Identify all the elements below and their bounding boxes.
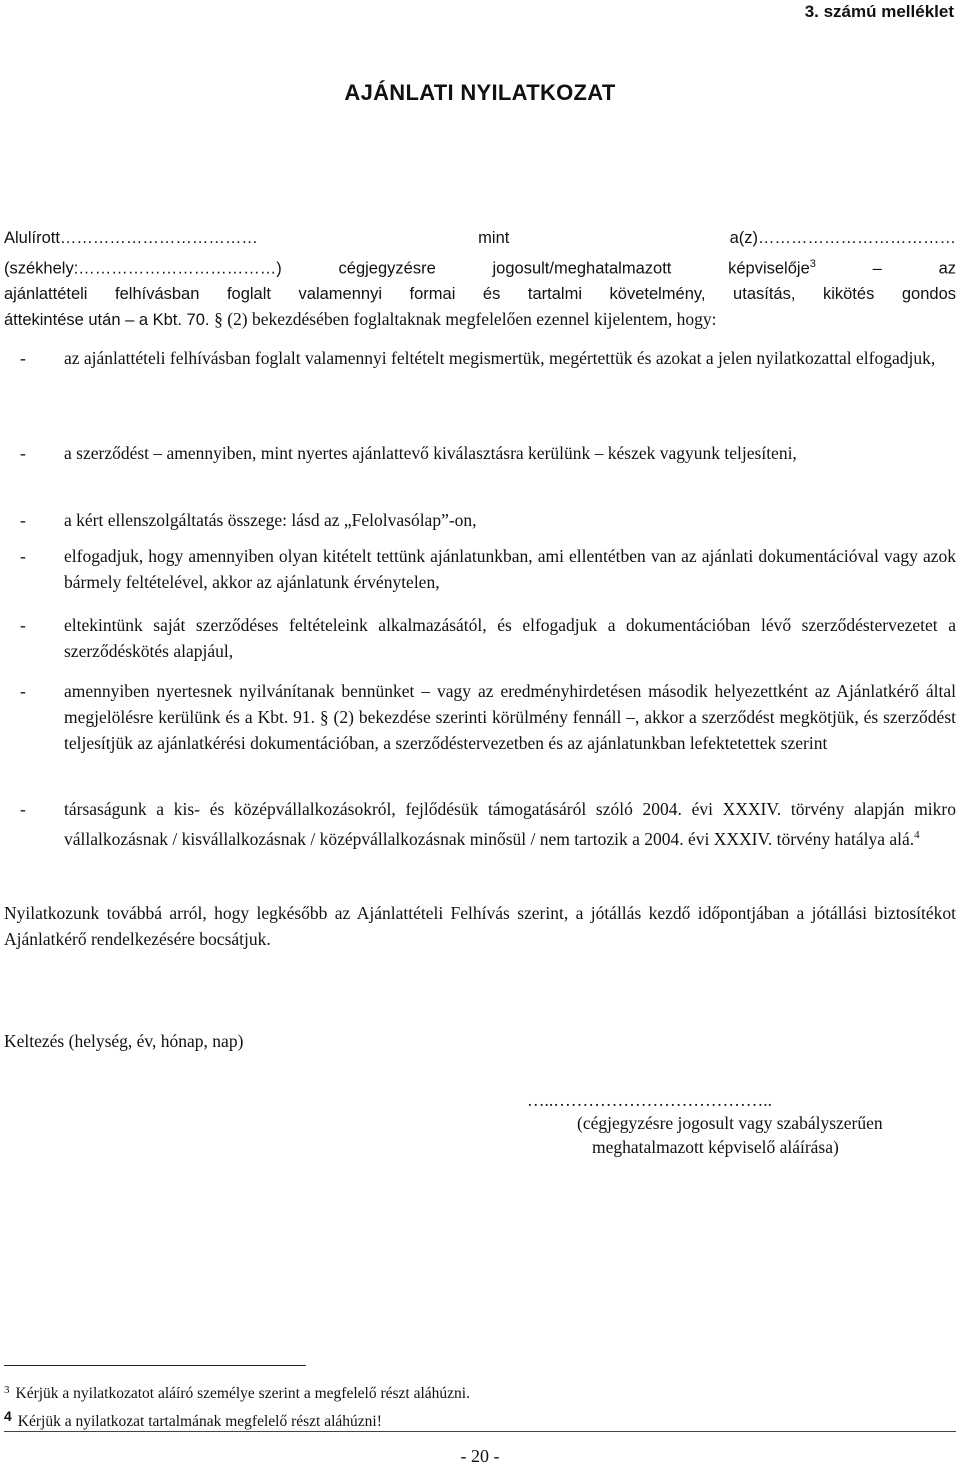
- intro-seat-blank: (székhely:………………………………: [4, 259, 277, 277]
- declaration-item-6: [4, 678, 956, 756]
- footnote-3: [4, 1380, 470, 1404]
- declaration-item-1: [4, 345, 956, 371]
- intro-line-4: [4, 307, 956, 334]
- intro-company-blank: mint a(z)………………………………: [257, 229, 956, 247]
- intro-paragraph: [4, 226, 956, 334]
- declaration-item-3: [4, 507, 956, 533]
- footnote-4: [4, 1406, 382, 1432]
- footnote-ref-3: 3: [809, 257, 816, 270]
- item-text: elfogadjuk, hogy amennyiben olyan kitételt tettünk ajánlatunkban, ami ellentétben van az ajánlati dokumentációval vagy azok bármely feltételével, akkor az ajánlatunk érvénytelen,: [64, 546, 956, 592]
- closing-paragraph: Nyilatkozunk továbbá arról, hogy legkésőbb az Ajánlattételi Felhívás szerint, a jótállás kezdő időpontjában a jótállási biztosítékot Ajánlatkérő rendelkezésére bocsátjuk.: [4, 903, 956, 949]
- item-dash: -: [20, 510, 26, 530]
- footnote-ref-4: 4: [914, 829, 920, 841]
- footnote-text: Kérjük a nyilatkozatot aláíró személye szerint a megfelelő részt aláhúzni.: [15, 1385, 470, 1402]
- item-text: a szerződést – amennyiben, mint nyertes ajánlattevő kiválasztásra kerülünk – készek vagyunk teljesíteni,: [64, 443, 797, 463]
- intro-kbt-ref: áttekintése után – a Kbt. 70.: [4, 311, 215, 329]
- item-text: az ajánlattételi felhívásban foglalt valamennyi feltételt megismertük, megértettük és azokat a jelen nyilatkozattal elfogadjuk,: [64, 348, 936, 368]
- item-dash: -: [20, 681, 26, 701]
- item-text: a kért ellenszolgáltatás összege: lásd az „Felolvasólap”-on,: [64, 510, 477, 530]
- item-dash: -: [20, 348, 26, 368]
- intro-dash-text: – az: [815, 259, 956, 277]
- signature-caption-line-1: (cégjegyzésre jogosult vagy szabályszerűen: [577, 1113, 883, 1133]
- item-text: amennyiben nyertesnek nyilvánítanak bennünket – vagy az eredményhirdetésen második helyezettként az Ajánlatkérő által megjelölésre kerülünk és a Kbt. 91. § (2) bekezdése szerinti körülmény fennáll –, akkor a szerződést megkötjük, és szerződést teljesítjük az ajánlatkérési dokumentációban, a szerződéstervezetben és az ajánlatunkban lefektetettek szerint: [64, 681, 956, 753]
- declaration-item-2: [4, 440, 956, 466]
- footnote-number: 3: [4, 1384, 10, 1396]
- item-dash: -: [20, 799, 26, 819]
- item-text: eltekintünk saját szerződéses feltételeink alkalmazásától, és elfogadjuk a dokumentációban lévő szerződéstervezetet a szerződéskötés alapjául,: [64, 615, 956, 661]
- item-dash: -: [20, 546, 26, 566]
- footnote-text: Kérjük a nyilatkozat tartalmának megfelelő részt aláhúzni!: [17, 1413, 382, 1430]
- signature-caption-line-2: meghatalmazott képviselő aláírása): [592, 1137, 839, 1157]
- document-title: AJÁNLATI NYILATKOZAT: [344, 80, 616, 105]
- date-label: Keltezés (helység, év, hónap, nap): [4, 1031, 244, 1051]
- footnote-number: 4: [4, 1408, 12, 1424]
- annex-label: 3. számú melléklet: [804, 2, 954, 21]
- intro-representative-text: ) cégjegyzésre jogosult/meghatalmazott képviselője: [276, 259, 810, 277]
- item-text: [64, 796, 956, 852]
- page-footer-rule: [4, 1431, 956, 1432]
- intro-line-2: [4, 252, 956, 282]
- intro-declaration-text: § (2) bekezdésében foglaltaknak megfelelően ezennel kijelentem, hogy:: [214, 309, 717, 329]
- signature-line: …..………………………………..: [527, 1090, 772, 1110]
- intro-line-3: ajánlattételi felhívásban foglalt valamennyi formai és tartalmi követelmény, utasítás, kikötés gondos: [4, 284, 956, 303]
- item-text-body: társaságunk a kis- és középvállalkozásokról, fejlődésük támogatásáról szóló 2004. évi XXXIV. törvény alapján mikro vállalkozásnak / kisvállalkozásnak / középvállalkozásnak minősül / nem tartozik a 2004. évi XXXIV. törvény hatálya alá.: [64, 799, 956, 849]
- declaration-item-7: [4, 796, 956, 852]
- intro-name-blank: Alulírott………………………………: [4, 229, 258, 247]
- intro-line-1: [4, 226, 956, 252]
- item-dash: -: [20, 443, 26, 463]
- declaration-item-4: [4, 543, 956, 595]
- footnote-separator: [4, 1365, 306, 1366]
- page-number: - 20 -: [460, 1446, 500, 1466]
- item-dash: -: [20, 615, 26, 635]
- declaration-item-5: [4, 612, 956, 664]
